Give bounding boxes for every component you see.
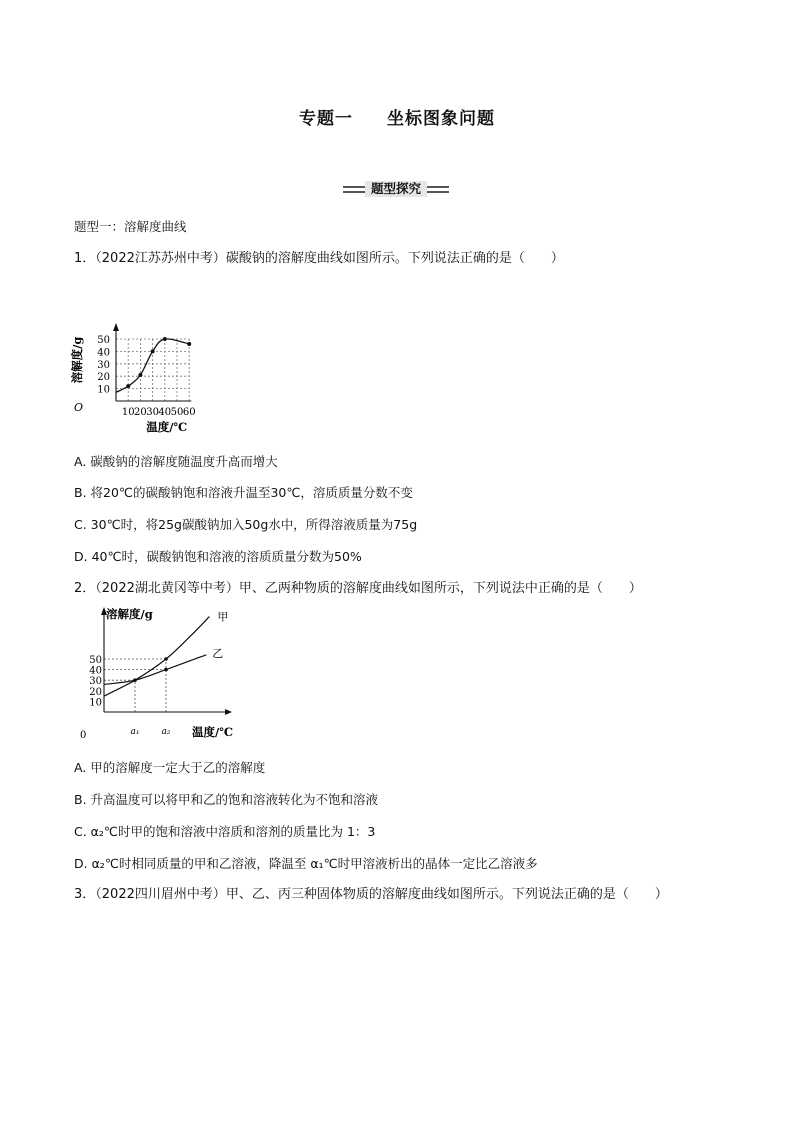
y-tick-label: 30 [97, 359, 110, 371]
x-axis-label: 温度/℃ [146, 420, 188, 434]
question-stem: （2022四川眉州中考）甲、乙、丙三种固体物质的溶解度曲线如图所示。下列说法正确的是（ ） [95, 887, 668, 902]
y-tick-label: 50 [97, 335, 110, 346]
data-point [164, 668, 168, 672]
x-tick-label: 30 [146, 407, 159, 418]
option-c: C. 30℃时，将25g碳酸钠加入50g水中，所得溶液质量为75g [74, 517, 418, 532]
curve-yi [104, 655, 206, 685]
option-d: D. α₂℃时相同质量的甲和乙溶液，降温至 α₁℃时甲溶液析出的晶体一定比乙溶液多 [74, 856, 538, 871]
x-tick-label: 40 [158, 407, 172, 418]
data-point [126, 384, 130, 388]
question-number: 3． [74, 887, 96, 902]
y-tick-label: 20 [97, 372, 110, 384]
option-a: A. 甲的溶解度一定大于乙的溶解度 [74, 760, 266, 775]
x-tick-label: 10 [121, 407, 135, 418]
series-label-yi: 乙 [212, 646, 224, 660]
option-b: B. 升高温度可以将甲和乙的饱和溶液转化为不饱和溶液 [74, 792, 379, 807]
y-axis-arrow [113, 323, 119, 331]
y-tick-label: 40 [89, 665, 102, 677]
x-axis-label: 温度/℃ [192, 725, 233, 739]
question-number: 2． [74, 581, 96, 596]
y-tick-label: 50 [89, 655, 102, 666]
origin-label: O [74, 401, 84, 414]
section-banner [343, 180, 449, 198]
curve-jia [104, 617, 209, 697]
option-d: D. 40℃时，碳酸钠饱和溶液的溶质质量分数为50% [74, 549, 362, 564]
question-2 [74, 581, 642, 597]
x-tick-label: 50 [170, 407, 184, 418]
chart-2 [80, 604, 260, 744]
question-stem: （2022湖北黄冈等中考）甲、乙两种物质的溶解度曲线如图所示，下列说法中正确的是（ ） [95, 581, 642, 596]
question-number: 1． [74, 251, 96, 266]
data-point [187, 342, 191, 346]
y-tick-label: 40 [97, 347, 110, 359]
y-tick-label: 10 [97, 384, 110, 396]
x-tick-label: a₁ [130, 727, 140, 737]
data-point [151, 349, 155, 353]
option-b: B. 将20℃的碳酸钠饱和溶液升温至30℃，溶质质量分数不变 [74, 485, 413, 500]
x-tick-label: 20 [134, 407, 147, 418]
data-point [138, 373, 142, 377]
data-point [133, 678, 137, 682]
option-c: C. α₂℃时甲的饱和溶液中溶质和溶剂的质量比为 1：3 [74, 824, 376, 839]
question-3 [74, 887, 668, 903]
series-label-jia: 甲 [217, 610, 229, 624]
question-stem: （2022江苏苏州中考）碳酸钠的溶解度曲线如图所示。下列说法正确的是（ ） [95, 251, 564, 266]
y-axis-label: 溶解度/g [70, 336, 84, 384]
banner-label: 题型探究 [365, 181, 427, 197]
x-tick-label: 60 [182, 407, 196, 418]
y-tick-label: 10 [89, 697, 102, 709]
y-tick-label: 30 [89, 676, 102, 688]
question-1 [74, 251, 564, 267]
x-tick-label: a₂ [161, 727, 171, 737]
x-axis-arrow [225, 709, 232, 715]
y-tick-label: 20 [89, 686, 102, 698]
origin-label: 0 [80, 730, 87, 741]
page-title: 专题一 坐标图象问题 [299, 109, 495, 129]
option-a: A. 碳酸钠的溶解度随温度升高而增大 [74, 454, 278, 469]
data-point [164, 657, 168, 661]
y-axis-label: 溶解度/g [106, 607, 153, 621]
chart-1 [70, 280, 290, 440]
data-point [163, 337, 167, 341]
type-heading: 题型一：溶解度曲线 [74, 219, 187, 234]
